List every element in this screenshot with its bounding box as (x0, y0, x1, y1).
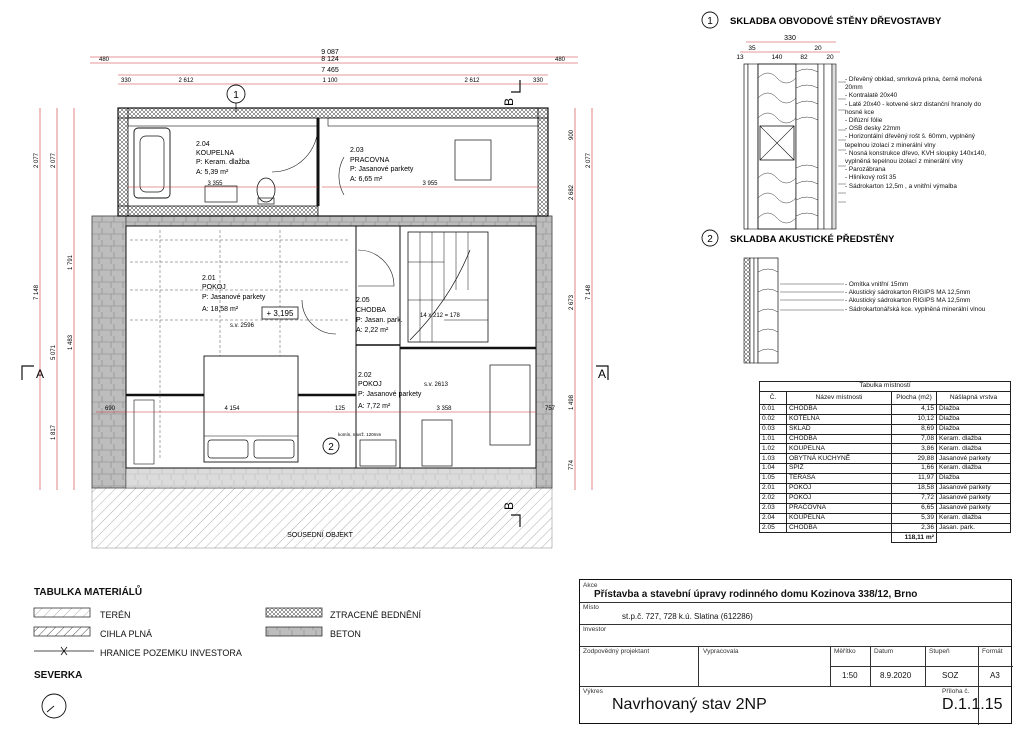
left-dim-6: 1 483 (68, 334, 74, 350)
cell-num: 2.03 (760, 503, 787, 513)
cell-num: 2.05 (760, 523, 787, 533)
room-2-04-name: KOUPELNA (196, 150, 235, 157)
detail-1-seg-2: 35 (748, 45, 756, 52)
priloha-value: D.1.1.15 (942, 696, 1003, 713)
cell-name: POKOJ (787, 493, 892, 503)
top-seg-6: 2 612 (464, 78, 480, 84)
detail-1-layer: - Hliníkový rošt 35 (845, 174, 995, 182)
detail-1-num: 1 (707, 16, 713, 27)
material-label-bedneni: ZTRACENÉ BEDNĚNÍ (330, 610, 422, 620)
cell-name: PRACOVNA (787, 503, 892, 513)
room-2-01-floor: P: Jasanové parkety (202, 294, 266, 301)
table-row (760, 414, 1011, 424)
material-label-teren: TERÉN (100, 610, 131, 620)
overall-dim-2: 8 124 (321, 56, 339, 63)
cell-floor: Dlažba (937, 474, 1011, 484)
room-2-03-floor: P: Jasanové parkety (350, 166, 414, 173)
cell-name: KOTELNA (787, 414, 892, 424)
room-2-05-area: A: 2,22 m² (356, 327, 389, 334)
left-dim-4: 1 791 (68, 254, 74, 270)
cell-num: 1.02 (760, 444, 787, 454)
detail-1-seg-6: 20 (826, 54, 834, 61)
cell-floor: Jasan. park. (937, 523, 1011, 533)
cell-floor: Dlažba (937, 404, 1011, 414)
priloha-label: Příloha č. (942, 688, 970, 695)
room-2-03-name: PRACOVNA (350, 157, 390, 164)
cell-name: OBYTNÁ KUCHYNĚ (787, 454, 892, 464)
detail-1-layer-list (845, 76, 995, 191)
cell-area: 29,88 (892, 454, 937, 464)
misto-label: Místo (583, 604, 599, 611)
detail-1-seg-5: 20 (814, 45, 822, 52)
cell-num: 1.01 (760, 434, 787, 444)
cell-floor: Dlažba (937, 414, 1011, 424)
table-row (760, 434, 1011, 444)
room-2-04-area: A: 5,39 m² (196, 169, 229, 176)
table-row (760, 523, 1011, 533)
cell-area: 5,39 (892, 513, 937, 523)
room-2-01-area: A: 18,58 m² (202, 306, 239, 313)
room-2-04-num: 2.04 (196, 141, 210, 148)
detail-1-layer: - OSB desky 22mm (845, 125, 995, 133)
table-row (760, 444, 1011, 454)
detail-2-layer-list (845, 281, 995, 314)
rooms-table-header: Název místnosti (787, 391, 892, 404)
inner-dim-6: 757 (544, 406, 556, 412)
chimney-note: komín, navrž. 120mm (338, 432, 382, 437)
cell-num: 1.05 (760, 474, 787, 484)
detail-1-layer: - Latě 20x40 - kotvené skrz distanční hranoly do nosné kce (845, 101, 995, 117)
inner-dim-4: 125 (334, 406, 346, 412)
cell-floor: Keram. dlažba (937, 444, 1011, 454)
left-dim-3: 7 148 (34, 284, 40, 300)
neighbor-label: SOUSEDNÍ OBJEKT (287, 532, 353, 539)
detail-1-layer: - Sádrokarton 12,5m , a vnitřní výmalba (845, 183, 995, 191)
table-row (760, 454, 1011, 464)
left-dim-5: 5 071 (51, 344, 57, 360)
severka-title: SEVERKA (34, 670, 83, 681)
table-row (760, 404, 1011, 414)
materials-title: TABULKA MATERIÁLŮ (34, 587, 143, 598)
datum-value: 8.9.2020 (880, 671, 912, 680)
inner-dim-3: 4 154 (224, 406, 240, 412)
inner-dim-5: 3 358 (436, 406, 452, 412)
detail-2-num: 2 (707, 234, 713, 245)
material-label-cihla: CIHLA PLNÁ (100, 629, 153, 639)
room-2-02-name: POKOJ (358, 381, 382, 388)
table-row (760, 484, 1011, 494)
top-seg-4: 2 612 (178, 78, 194, 84)
right-dim-5: 2 673 (569, 294, 575, 310)
misto-value: st.p.č. 727, 728 k.ú. Slatina (612286) (622, 612, 753, 621)
top-seg-5: 1 100 (322, 78, 338, 84)
detail-1-seg-4: 82 (800, 54, 808, 61)
cell-area: 6,65 (892, 503, 937, 513)
overall-dim-3: 7 465 (321, 67, 339, 74)
table-total-row (760, 533, 1011, 543)
material-label-hranice: HRANICE POZEMKU INVESTORA (100, 648, 242, 658)
stair-note: 14 x 212 = 178 (420, 313, 460, 319)
inner-dim-1: 3 355 (207, 181, 223, 187)
detail-1-layer: - Difúzní fólie (845, 117, 995, 125)
inner-dim-2: 3 955 (422, 181, 438, 187)
detail-marker-2: 2 (328, 442, 334, 453)
room-2-01-num: 2.01 (202, 275, 216, 282)
room-2-02-num: 2.02 (358, 372, 372, 379)
room-2-03-area: A: 6,65 m² (350, 176, 383, 183)
room-2-01-name: POKOJ (202, 284, 226, 291)
sv-label-1: s.v. 2596 (230, 323, 254, 329)
vykres-label: Výkres (583, 688, 603, 695)
table-row (760, 513, 1011, 523)
cell-floor: Jasanové parkety (937, 454, 1011, 464)
right-dim-7: 774 (569, 459, 575, 470)
material-label-beton: BETON (330, 629, 361, 639)
room-2-02-area: A: 7,72 m² (358, 403, 391, 410)
cell-name: SPÍŽ (787, 464, 892, 474)
table-row (760, 424, 1011, 434)
cell-num: 0.02 (760, 414, 787, 424)
cell-floor: Keram. dlažba (937, 434, 1011, 444)
detail-1-layer: - Nosná konstrukce dřevo, KVH sloupky 140x140, vyplněná tepelnou izolací z minerální vlny (845, 150, 995, 166)
right-dim-3: 2 682 (569, 184, 575, 200)
top-seg-2: 480 (554, 57, 566, 63)
room-2-04-floor: P: Keram. dlažba (196, 159, 250, 166)
cell-area: 2,36 (892, 523, 937, 533)
detail-1-layer: - Dřevěný obklad, smrková prkna, černě mořená 20mm (845, 76, 995, 92)
room-2-02-floor: P: Jasanové parkety (358, 391, 422, 398)
akce-label: Akce (583, 582, 598, 589)
top-seg-1: 480 (98, 57, 110, 63)
top-seg-7: 330 (532, 78, 544, 84)
right-dim-6: 1 498 (569, 394, 575, 410)
cell-floor: Jasanové parkety (937, 493, 1011, 503)
investor-label: Investor (583, 626, 607, 633)
akce-value: Přístavba a stavební úpravy rodinného domu Kozinova 338/12, Brno (594, 589, 918, 600)
cell-area: 11,97 (892, 474, 937, 484)
stupen-value: SOZ (942, 671, 959, 680)
cell-floor: Keram. dlažba (937, 513, 1011, 523)
left-dim-1: 2 077 (34, 152, 40, 168)
format-value: A3 (990, 671, 1000, 680)
title-block (579, 579, 1012, 724)
format-label: Formát (982, 648, 1003, 655)
detail-1-layer: - Parozábrana (845, 166, 995, 174)
cell-num: 2.04 (760, 513, 787, 523)
detail-2-layer: - Akustický sádrokarton RIGIPS MA 12,5mm (845, 297, 995, 305)
right-dim-2: 900 (569, 129, 575, 140)
table-row (760, 464, 1011, 474)
cell-name: CHODBA (787, 523, 892, 533)
zodp-label: Zodpovědný projektant (583, 648, 650, 655)
cell-name: TERASA (787, 474, 892, 484)
cell-num: 1.03 (760, 454, 787, 464)
cell-area: 7,08 (892, 434, 937, 444)
detail-2-layer: - Omítka vnitřní 15mm (845, 281, 995, 289)
detail-1-layer: - Horizontální dřevěný rošt š. 60mm, vyplněný tepelnou izolací z minerální vlny (845, 133, 995, 149)
cell-num: 2.01 (760, 484, 787, 494)
table-row (760, 474, 1011, 484)
cell-floor: Keram. dlažba (937, 464, 1011, 474)
detail-1-seg-3: 140 (771, 54, 783, 61)
right-dim-4: 7 148 (586, 284, 592, 300)
detail-1-title: SKLADBA OBVODOVÉ STĚNY DŘEVOSTAVBY (730, 16, 942, 27)
cell-area: 7,72 (892, 493, 937, 503)
north-arrow-icon (34, 686, 74, 726)
detail-2-layer: - Akustický sádrokarton RIGIPS MA 12,5mm (845, 289, 995, 297)
section-a-left: A (36, 367, 45, 381)
cell-name: CHODBA (787, 434, 892, 444)
detail-1-seg-1: 13 (736, 54, 744, 61)
vykres-value: Navrhovaný stav 2NP (612, 696, 767, 713)
cell-name: CHODBA (787, 404, 892, 414)
cell-name: POKOJ (787, 484, 892, 494)
table-row (760, 503, 1011, 513)
section-b-bottom: B (502, 501, 516, 510)
meritko-value: 1:50 (842, 671, 858, 680)
top-seg-3: 330 (120, 78, 132, 84)
cell-floor: Jasanové parkety (937, 503, 1011, 513)
cell-num: 0.01 (760, 404, 787, 414)
cell-num: 0.03 (760, 424, 787, 434)
detail-marker-1: 1 (233, 90, 239, 101)
cell-area: 10,12 (892, 414, 937, 424)
cell-area: 3,86 (892, 444, 937, 454)
rooms-total: 118,11 m² (892, 533, 937, 543)
cell-name: KOUPELNA (787, 444, 892, 454)
detail-2-title: SKLADBA AKUSTICKÉ PŘEDSTĚNY (730, 234, 895, 245)
meritko-label: Měřítko (834, 648, 856, 655)
cell-num: 2.02 (760, 493, 787, 503)
right-dim-1: 2 077 (586, 152, 592, 168)
rooms-table-header: Plocha (m2) (892, 391, 937, 404)
detail-1-total: 330 (784, 35, 796, 42)
floor-plan (0, 0, 606, 560)
detail-1-layer: - Kontralatě 20x40 (845, 92, 995, 100)
room-2-05-floor: P: Jasan. park. (356, 317, 403, 324)
cell-area: 1,66 (892, 464, 937, 474)
vypr-label: Vypracovala (703, 648, 739, 655)
section-a-right: A (597, 367, 606, 381)
cell-area: 4,15 (892, 404, 937, 414)
cell-area: 8,69 (892, 424, 937, 434)
detail-2-layer: - Sádrokartonářská kce. vyplněná minerální vlnou (845, 306, 995, 314)
rooms-table-caption: Tabulka místností (760, 382, 1011, 392)
cell-name: SKLAD (787, 424, 892, 434)
rooms-table-header: Č. (760, 391, 787, 404)
room-2-05-name: CHODBA (356, 307, 386, 314)
sv-label-2: s.v. 2613 (424, 382, 448, 388)
datum-label: Datum (874, 648, 894, 655)
left-dim-2: 2 077 (51, 152, 57, 168)
cell-area: 18,58 (892, 484, 937, 494)
rooms-table (759, 381, 1011, 543)
rooms-table-header: Nášlapná vrstva (937, 391, 1011, 404)
left-dim-7: 1 817 (51, 424, 57, 440)
stupen-label: Stupeň (929, 648, 950, 655)
table-row (760, 493, 1011, 503)
overall-dim-1: 9 087 (321, 49, 339, 56)
room-2-03-num: 2.03 (350, 147, 364, 154)
cell-floor: Dlažba (937, 424, 1011, 434)
inner-dim-7: 690 (104, 406, 116, 412)
cell-name: KOUPELNA (787, 513, 892, 523)
level-mark: + 3,195 (266, 309, 294, 318)
cell-num: 1.04 (760, 464, 787, 474)
cell-floor: Jasanové parkety (937, 484, 1011, 494)
room-2-05-num: 2.05 (356, 297, 370, 304)
section-b-top: B (502, 97, 516, 106)
